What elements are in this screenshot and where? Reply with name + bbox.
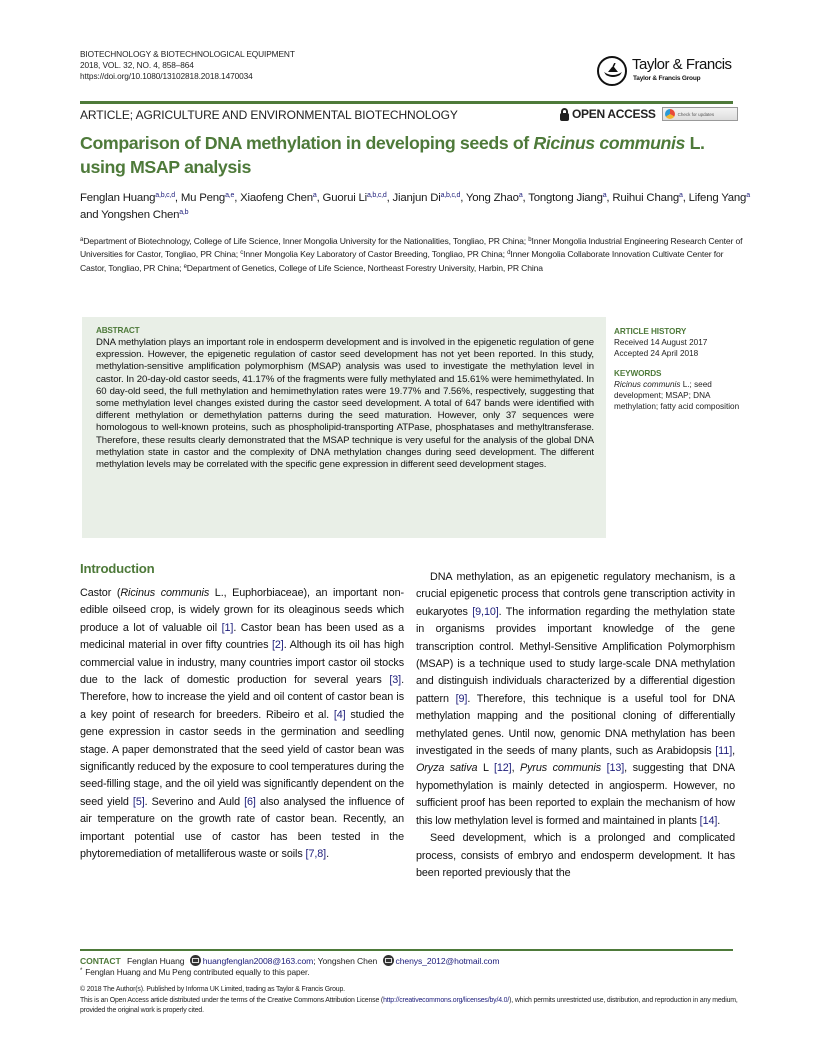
crossmark-icon bbox=[665, 109, 675, 119]
article-history-heading: ARTICLE HISTORY bbox=[614, 327, 687, 336]
article-title bbox=[80, 131, 750, 179]
italic-text: Ricinus communis bbox=[120, 587, 210, 599]
author-name: Guorui Li bbox=[322, 192, 367, 204]
affiliation-key: b bbox=[528, 237, 532, 243]
author-affiliation-mark[interactable]: a bbox=[312, 192, 317, 199]
text-run: L bbox=[477, 762, 494, 775]
body-column-right bbox=[416, 569, 735, 882]
author-affiliation-mark[interactable]: a bbox=[602, 192, 607, 199]
author-name: Jianjun Di bbox=[392, 192, 441, 204]
keywords-rest: L.; seed development; MSAP; DNA methylation; fatty acid composition bbox=[614, 379, 740, 412]
author-affiliation-mark[interactable]: a,e bbox=[225, 192, 235, 199]
contact-line bbox=[80, 955, 499, 967]
citation-link[interactable]: [9] bbox=[455, 692, 468, 705]
citation-link[interactable]: [14] bbox=[699, 814, 718, 827]
author-separator: , bbox=[460, 192, 466, 204]
author-list bbox=[80, 190, 750, 224]
text-run: . The information regarding the methylation state in organisms provides important knowledge of the gene transcription control. Methyl-Sensitive Amplification Polymorphism (MSAP) is a technique used to study large-scale DNA methylation and distinguish individuals characterized by a differential digestion pattern bbox=[416, 605, 735, 705]
body-paragraph bbox=[416, 569, 735, 830]
note-mark: * bbox=[80, 968, 83, 974]
contact2-email[interactable]: chenys_2012@hotmail.com bbox=[395, 956, 500, 966]
text-run: Castor ( bbox=[80, 587, 121, 599]
volume-info: 2018, VOL. 32, NO. 4, 858–864 bbox=[80, 60, 194, 71]
accepted-date: Accepted 24 April 2018 bbox=[614, 349, 699, 359]
introduction-heading: Introduction bbox=[80, 561, 155, 576]
citation-link[interactable]: [9,10] bbox=[472, 605, 499, 618]
italic-text: Oryza sativa bbox=[416, 762, 478, 775]
title-species: Ricinus communis bbox=[533, 133, 686, 153]
author-name: Mu Peng bbox=[180, 192, 226, 204]
title-text: Comparison of DNA methylation in developing seeds of bbox=[80, 133, 534, 153]
contact-separator: ; bbox=[313, 956, 318, 966]
citation-link[interactable]: [1] bbox=[221, 621, 234, 634]
text-run: . Castor bean has been used as a medicinal material in over fifty countries bbox=[80, 621, 404, 652]
article-sidebar bbox=[614, 326, 754, 412]
abstract-heading: ABSTRACT bbox=[96, 326, 140, 335]
footer-divider bbox=[80, 949, 733, 951]
abstract-text: DNA methylation plays an important role in endosperm development and is involved in the epigenetic regulation of gene expression. However, the epigenetic regulation of castor seed development has not yet been reported. In this study, methylation-sensitive amplification polymorphism (MSAP) analysis was used to investigate the methylation level in castor. In 20-day-old castor seeds, 41.17% of the fragments were fully methylated and 15.61% were hemimethylated. In 60 day-old seed, the full methylation and hemimethylation rates were 19.77% and 7.56%, respectively, suggesting that some methylation level changes existed during the castor seed development. A total of 647 bands were identified with different methylation or demethylation patterns during the seed maturation. However, only 37 sequences were homologous to well-known proteins, such as phospholipid-transporting ATPase, phosphatases and methyltransferase. Therefore, these results clearly demonstrated that the MSAP technique is very useful for the analysis of the global DNA methylation state in castor and the complexity of DNA methylation changes during seed development. The different methylation levels may be correlated with the specific gene expression in different seed development stages. bbox=[96, 337, 594, 471]
author-separator: and bbox=[80, 209, 102, 221]
body-column-left bbox=[80, 585, 404, 864]
affiliation-text: Inner Mongolia Industrial Engineering Research Center of Universities for Castor, Tongliao, PR China; bbox=[80, 236, 743, 260]
citation-link[interactable]: [4] bbox=[333, 708, 346, 721]
affiliation-text: Inner Mongolia Collaborate Innovation Cultivate Center for Castor, Tongliao, PR China; bbox=[80, 249, 724, 273]
text-run: , bbox=[732, 745, 735, 758]
boat-lamp-icon bbox=[597, 56, 627, 86]
author-name: Lifeng Yang bbox=[688, 192, 747, 204]
title-text-end: L. using MSAP analysis bbox=[80, 133, 705, 177]
affiliation-text: Department of Biotechnology, College of Life Science, Inner Mongolia University for the Nationalities, Tongliao, PR China; bbox=[83, 236, 529, 246]
author-affiliation-mark[interactable]: a bbox=[518, 192, 523, 199]
contact2-name: Yongshen Chen bbox=[317, 956, 378, 966]
open-access-badge bbox=[560, 106, 738, 122]
author-affiliation-mark[interactable]: a bbox=[746, 192, 750, 199]
email-icon bbox=[383, 955, 394, 966]
body-paragraph bbox=[80, 585, 404, 864]
text-run: L., Euphorbiaceae), an important non-edible oilseed crop, is widely grown for its oleaginous seeds which produce a lot of valuable oil bbox=[80, 587, 404, 634]
header-divider bbox=[80, 101, 733, 104]
author-affiliation-mark[interactable]: a,b,c,d bbox=[155, 192, 175, 199]
italic-text: Pyrus communis bbox=[520, 762, 602, 775]
keyword-species: Ricinus communis bbox=[614, 379, 681, 389]
author-separator: , bbox=[316, 192, 323, 204]
text-run: , bbox=[511, 762, 520, 775]
text-run: also analysed the influence of air temperature on the growth rate of castor bean. Recently, an important potential use of castor has been tested in the phytoremediation of metalliferous waste or soils bbox=[80, 795, 404, 861]
citation-link[interactable]: [6] bbox=[244, 795, 256, 808]
keywords bbox=[614, 379, 754, 413]
text-run: , suggesting that DNA hypomethylation is mainly detected in angiosperm. However, no sufficient proof has been reported to explain the mechanism of how this low methylation level is formed and maintained in plants bbox=[416, 762, 735, 827]
citation-link[interactable]: [7,8] bbox=[305, 848, 327, 861]
note-text: Fenglan Huang and Mu Peng contributed equally to this paper. bbox=[85, 967, 310, 977]
contribution-note bbox=[80, 967, 309, 978]
contact-label: CONTACT bbox=[80, 956, 121, 966]
citation-link[interactable]: [11] bbox=[715, 745, 733, 758]
body-paragraph bbox=[416, 830, 735, 882]
author-separator: , bbox=[606, 192, 613, 204]
doi-link[interactable]: https://doi.org/10.1080/13102818.2018.1470034 bbox=[80, 71, 253, 82]
received-date: Received 14 August 2017 bbox=[614, 338, 708, 348]
license-post: ), which permits unrestricted use, distribution, and reproduction in any medium, provided the original work is properly cited. bbox=[80, 996, 738, 1015]
license-pre: This is an Open Access article distributed under the terms of the Creative Commons Attribution License ( bbox=[80, 996, 384, 1004]
author-name: Xiaofeng Chen bbox=[240, 192, 313, 204]
open-access-label: OPEN ACCESS bbox=[572, 107, 656, 121]
publisher-group: Taylor & Francis Group bbox=[633, 75, 701, 82]
affiliation-text: Inner Mongolia Key Laboratory of Castor Breeding, Tongliao, PR China; bbox=[243, 249, 508, 260]
text-run: DNA methylation, as an epigenetic regulatory mechanism, is a crucial epigenetic process that controls gene transcription activity in eukaryotes bbox=[416, 571, 735, 618]
author-name: Fenglan Huang bbox=[80, 192, 156, 204]
journal-name: BIOTECHNOLOGY & BIOTECHNOLOGICAL EQUIPMENT bbox=[80, 49, 295, 59]
text-run: . bbox=[326, 848, 329, 861]
text-run: . Severino and Auld bbox=[144, 795, 245, 808]
text-run: . Therefore, this technique is a useful tool for DNA methylation mapping and the positional cloning of differentially methylated genes. Until now, genomic DNA methylation has been investigated in the seeds of many plants, such as Arabidopsis bbox=[416, 692, 735, 758]
license-link[interactable]: http://creativecommons.org/licenses/by/4.0/ bbox=[383, 996, 510, 1004]
author-separator: , bbox=[174, 192, 181, 204]
affiliation-text: Department of Genetics, College of Life Science, Northeast Forestry University, Harbin, PR China bbox=[186, 262, 543, 273]
affiliations bbox=[80, 235, 746, 275]
author-name: Tongtong Jiang bbox=[528, 192, 603, 204]
citation-link[interactable]: [12] bbox=[493, 762, 512, 775]
copyright-text: © 2018 The Author(s). Published by Informa UK Limited, trading as Taylor & Francis Group. bbox=[80, 986, 345, 993]
text-run: . bbox=[717, 814, 721, 827]
citation-link[interactable]: [2] bbox=[271, 639, 284, 652]
citation-link[interactable]: [3] bbox=[389, 674, 402, 687]
text-run: . Therefore, how to increase the yield and oil content of castor bean is a key point of research for breeders. Ribeiro et al. bbox=[80, 674, 404, 721]
author-separator: , bbox=[386, 192, 393, 204]
check-updates-button[interactable] bbox=[662, 107, 738, 121]
keywords-heading: KEYWORDS bbox=[614, 368, 662, 378]
copyright-block bbox=[80, 985, 740, 1017]
author-separator: , bbox=[522, 192, 529, 204]
check-updates-label: Check for updates bbox=[677, 111, 715, 117]
author-affiliation-mark[interactable]: a,b,c,d bbox=[366, 192, 387, 199]
contact1-name: Fenglan Huang bbox=[126, 956, 185, 966]
affiliation-key: a bbox=[80, 237, 84, 243]
lock-open-icon bbox=[560, 108, 569, 121]
contact1-email[interactable]: huangfenglan2008@163.com bbox=[202, 956, 314, 966]
author-affiliation-mark[interactable]: a,b bbox=[179, 209, 189, 216]
citation-link[interactable]: [13] bbox=[606, 762, 625, 775]
text-run: studied the gene expression in castor seeds in the germination and seedling stage. A paper demonstrated that the seed yield of castor bean was significantly reduced by the exposure to cool temperatures during the seed-filling stage, and the oil yield was significantly dependent on the seed yield bbox=[80, 708, 404, 808]
affiliation-key: c bbox=[240, 250, 244, 257]
text-run: . Although its oil has high commercial value in industry, many countries import castor oil stocks due to the lack of domestic production for several years bbox=[80, 639, 404, 687]
author-name: Ruihui Chang bbox=[612, 192, 679, 204]
publisher-logo bbox=[597, 56, 757, 90]
author-name: Yong Zhao bbox=[465, 192, 519, 204]
email-icon bbox=[190, 955, 201, 966]
author-affiliation-mark[interactable]: a,b,c,d bbox=[440, 192, 461, 199]
author-affiliation-mark[interactable]: a bbox=[678, 192, 683, 199]
author-separator: , bbox=[234, 192, 241, 204]
citation-link[interactable]: [5] bbox=[132, 795, 145, 808]
affiliation-key: d bbox=[507, 250, 511, 257]
journal-header bbox=[80, 49, 295, 83]
author-separator: , bbox=[682, 192, 689, 204]
author-name: Yongshen Chen bbox=[101, 209, 180, 221]
article-section: ARTICLE; AGRICULTURE AND ENVIRONMENTAL BIOTECHNOLOGY bbox=[80, 108, 458, 122]
affiliation-key: e bbox=[183, 263, 187, 270]
text-run: Seed development, which is a prolonged and complicated process, consists of embryo and endosperm development. It has been reported previously that the bbox=[416, 832, 735, 879]
license-text bbox=[80, 996, 740, 1017]
publisher-name: Taylor & Francis bbox=[632, 56, 732, 73]
